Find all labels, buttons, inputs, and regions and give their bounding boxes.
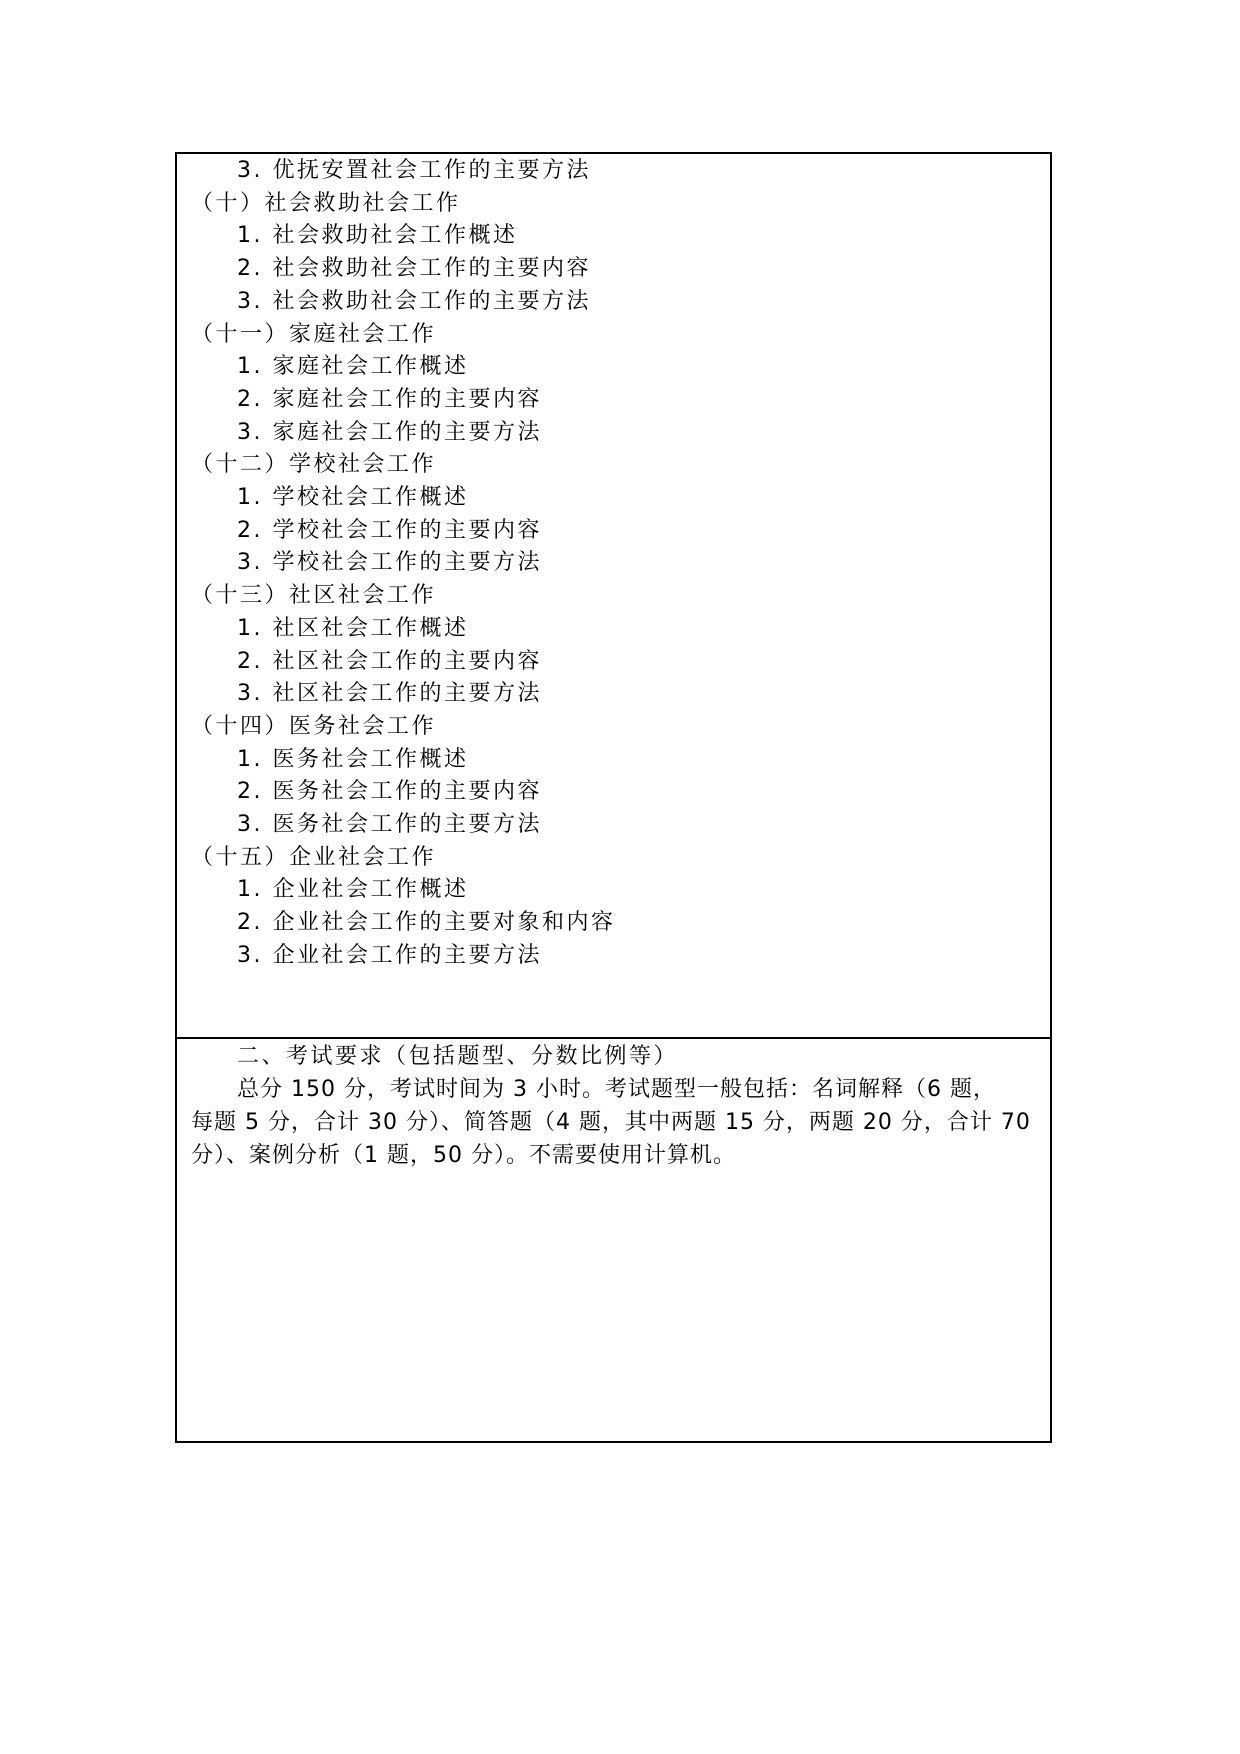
exam-requirements-heading: 二、考试要求（包括题型、分数比例等） (237, 1044, 679, 1069)
outline-item: 3. 优抚安置社会工作的主要方法 (237, 158, 591, 183)
outline-item: 1. 社会救助社会工作概述 (237, 223, 518, 249)
outline-item: 1. 家庭社会工作概述 (237, 354, 469, 380)
exam-paragraph-line-3: 分）、案例分析（1 题，50 分）。不需要使用计算机。 (191, 1143, 736, 1168)
table-divider (177, 1037, 1050, 1039)
outline-item: 1. 医务社会工作概述 (237, 746, 469, 772)
outline-item: 3. 社区社会工作的主要方法 (237, 681, 542, 707)
outline-item: 3. 社会救助社会工作的主要方法 (237, 288, 591, 314)
content-table (175, 152, 1052, 1443)
outline-item: 3. 家庭社会工作的主要方法 (237, 419, 542, 445)
outline-item: 1. 社区社会工作概述 (237, 615, 469, 641)
outline-item: 3. 医务社会工作的主要方法 (237, 812, 542, 837)
section-heading: （十一）家庭社会工作 (191, 321, 437, 347)
outline-item: 2. 医务社会工作的主要内容 (237, 779, 542, 805)
outline-item: 2. 社区社会工作的主要内容 (237, 648, 542, 674)
section-heading: （十四）医务社会工作 (191, 713, 437, 739)
outline-item: 3. 学校社会工作的主要方法 (237, 550, 542, 576)
outline-item: 2. 企业社会工作的主要对象和内容 (237, 910, 616, 936)
section-heading: （十）社会救助社会工作 (191, 190, 461, 216)
exam-paragraph-line-2: 每题 5 分，合计 30 分）、简答题（4 题，其中两题 15 分，两题 20 分，合计 70 (191, 1110, 1031, 1135)
outline-item: 1. 学校社会工作概述 (237, 485, 469, 510)
exam-paragraph-line-1: 总分 150 分，考试时间为 3 小时。考试题型一般包括：名词解释（6 题， (237, 1077, 996, 1102)
outline-item: 2. 学校社会工作的主要内容 (237, 517, 542, 543)
outline-item: 3. 企业社会工作的主要方法 (237, 942, 542, 968)
section-heading: （十二）学校社会工作 (191, 452, 437, 478)
section-heading: （十三）社区社会工作 (191, 583, 437, 609)
outline-item: 1. 企业社会工作概述 (237, 877, 469, 903)
section-heading: （十五）企业社会工作 (191, 844, 437, 870)
outline-item: 2. 社会救助社会工作的主要内容 (237, 256, 591, 282)
outline-item: 2. 家庭社会工作的主要内容 (237, 386, 542, 412)
